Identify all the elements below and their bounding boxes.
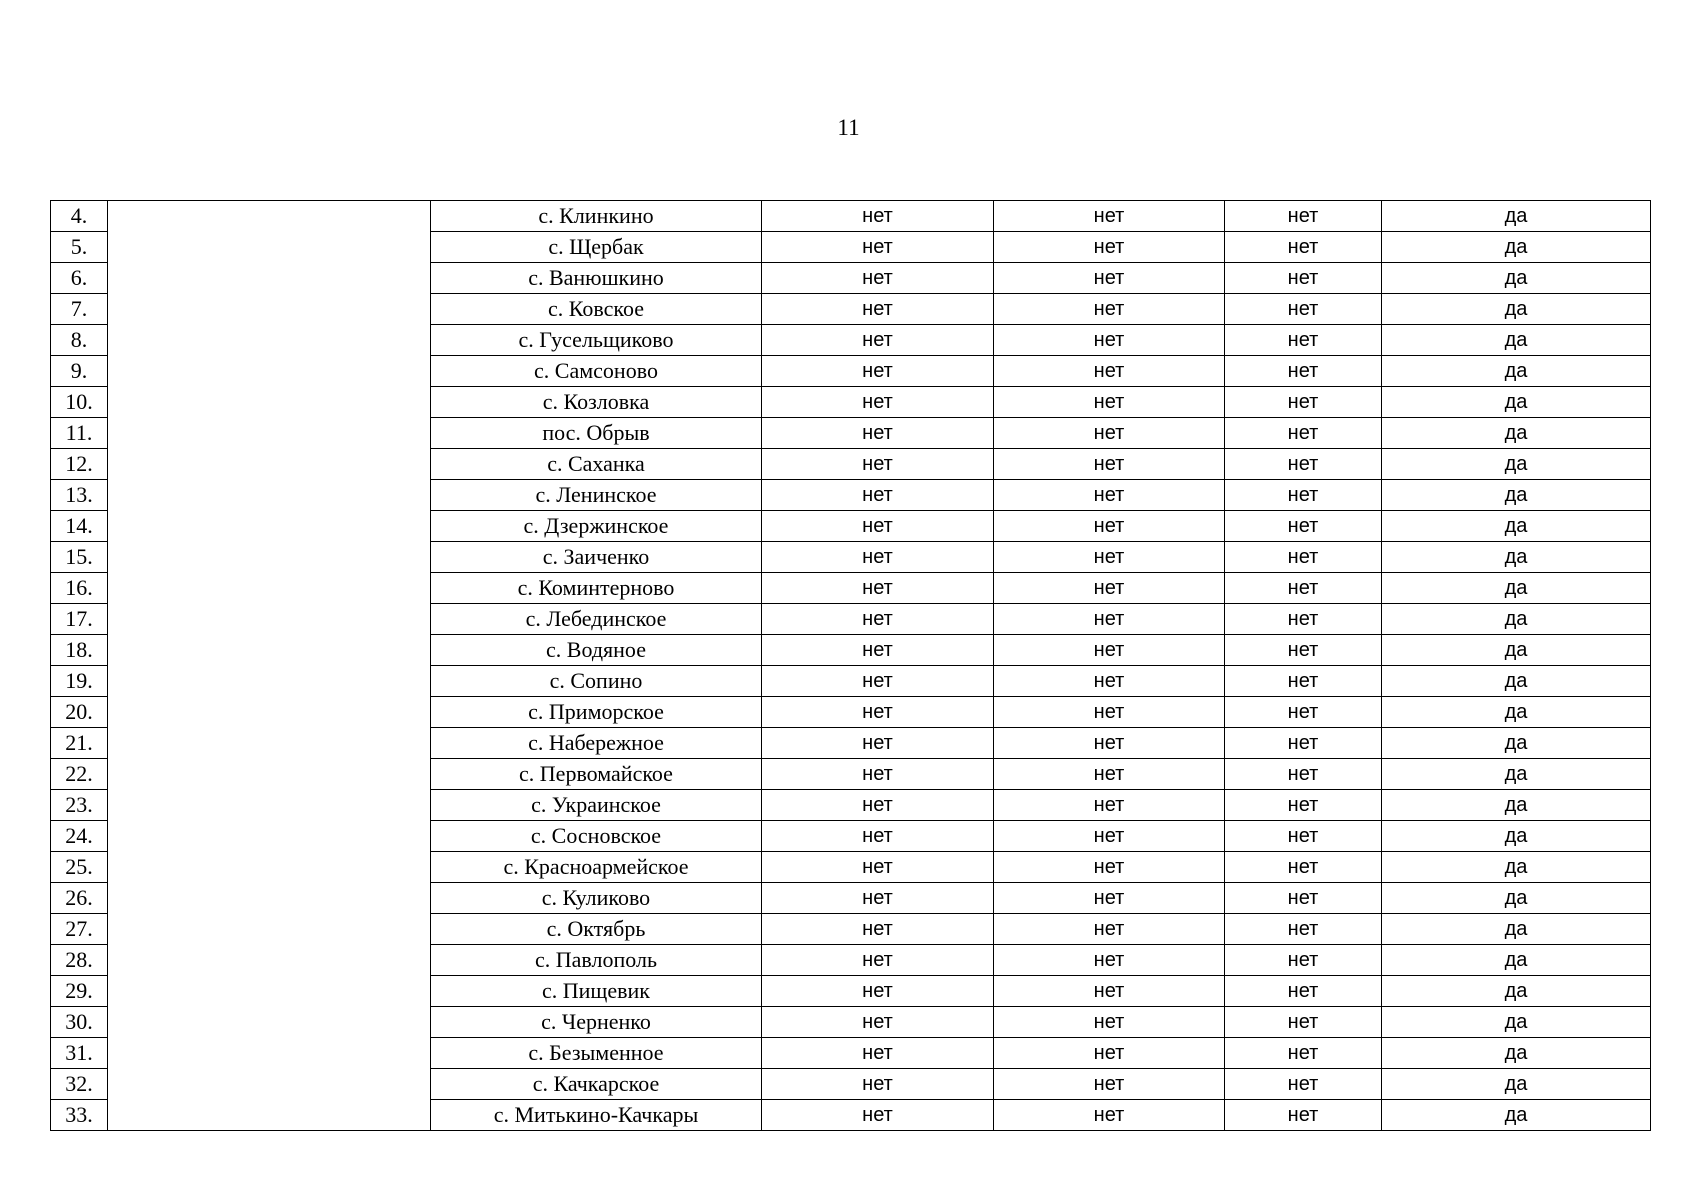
value-col-4: да <box>1382 1100 1651 1131</box>
row-number: 6. <box>51 263 108 294</box>
value-col-1: нет <box>762 635 994 666</box>
value-col-2: нет <box>994 263 1225 294</box>
value-col-1: нет <box>762 821 994 852</box>
row-number: 15. <box>51 542 108 573</box>
value-col-3: нет <box>1225 666 1382 697</box>
value-col-3: нет <box>1225 635 1382 666</box>
value-col-2: нет <box>994 1069 1225 1100</box>
settlement-name: с. Куликово <box>431 883 762 914</box>
value-col-2: нет <box>994 945 1225 976</box>
value-col-1: нет <box>762 945 994 976</box>
value-col-3: нет <box>1225 387 1382 418</box>
settlement-name: с. Саханка <box>431 449 762 480</box>
value-col-2: нет <box>994 1100 1225 1131</box>
settlement-name: с. Пищевик <box>431 976 762 1007</box>
settlement-name: с. Безыменное <box>431 1038 762 1069</box>
value-col-3: нет <box>1225 542 1382 573</box>
value-col-3: нет <box>1225 914 1382 945</box>
value-col-3: нет <box>1225 573 1382 604</box>
value-col-2: нет <box>994 821 1225 852</box>
value-col-2: нет <box>994 666 1225 697</box>
row-number: 22. <box>51 759 108 790</box>
value-col-3: нет <box>1225 511 1382 542</box>
value-col-2: нет <box>994 1038 1225 1069</box>
settlement-name: с. Украинское <box>431 790 762 821</box>
value-col-4: да <box>1382 976 1651 1007</box>
value-col-1: нет <box>762 666 994 697</box>
settlement-name: с. Сосновское <box>431 821 762 852</box>
row-number: 28. <box>51 945 108 976</box>
row-number: 9. <box>51 356 108 387</box>
settlement-name: с. Лебединское <box>431 604 762 635</box>
value-col-2: нет <box>994 232 1225 263</box>
row-number: 33. <box>51 1100 108 1131</box>
settlement-name: с. Водяное <box>431 635 762 666</box>
page-number: 11 <box>837 115 860 140</box>
value-col-1: нет <box>762 542 994 573</box>
row-number: 17. <box>51 604 108 635</box>
value-col-2: нет <box>994 883 1225 914</box>
row-number: 25. <box>51 852 108 883</box>
value-col-1: нет <box>762 852 994 883</box>
row-number: 8. <box>51 325 108 356</box>
value-col-4: да <box>1382 418 1651 449</box>
value-col-4: да <box>1382 697 1651 728</box>
value-col-4: да <box>1382 511 1651 542</box>
row-number: 24. <box>51 821 108 852</box>
value-col-1: нет <box>762 759 994 790</box>
settlement-name: с. Щербак <box>431 232 762 263</box>
value-col-4: да <box>1382 914 1651 945</box>
value-col-1: нет <box>762 1038 994 1069</box>
value-col-4: да <box>1382 294 1651 325</box>
value-col-3: нет <box>1225 1007 1382 1038</box>
value-col-4: да <box>1382 1069 1651 1100</box>
value-col-2: нет <box>994 480 1225 511</box>
value-col-3: нет <box>1225 418 1382 449</box>
value-col-1: нет <box>762 480 994 511</box>
row-number: 18. <box>51 635 108 666</box>
value-col-1: нет <box>762 573 994 604</box>
value-col-4: да <box>1382 728 1651 759</box>
table-body <box>51 201 1651 1131</box>
value-col-3: нет <box>1225 1100 1382 1131</box>
settlement-name: с. Качкарское <box>431 1069 762 1100</box>
settlement-name: с. Черненко <box>431 1007 762 1038</box>
settlement-name: с. Павлополь <box>431 945 762 976</box>
value-col-4: да <box>1382 666 1651 697</box>
value-col-1: нет <box>762 418 994 449</box>
value-col-2: нет <box>994 1007 1225 1038</box>
settlement-name: с. Митькино-Качкары <box>431 1100 762 1131</box>
value-col-1: нет <box>762 387 994 418</box>
value-col-1: нет <box>762 511 994 542</box>
value-col-4: да <box>1382 883 1651 914</box>
value-col-4: да <box>1382 1007 1651 1038</box>
value-col-4: да <box>1382 387 1651 418</box>
settlement-name: с. Первомайское <box>431 759 762 790</box>
value-col-4: да <box>1382 945 1651 976</box>
settlement-name: пос. Обрыв <box>431 418 762 449</box>
value-col-1: нет <box>762 976 994 1007</box>
value-col-4: да <box>1382 635 1651 666</box>
settlement-name: с. Дзержинское <box>431 511 762 542</box>
settlement-name: с. Клинкино <box>431 201 762 232</box>
value-col-4: да <box>1382 356 1651 387</box>
value-col-1: нет <box>762 604 994 635</box>
value-col-1: нет <box>762 1007 994 1038</box>
value-col-3: нет <box>1225 883 1382 914</box>
value-col-3: нет <box>1225 356 1382 387</box>
value-col-1: нет <box>762 883 994 914</box>
value-col-2: нет <box>994 387 1225 418</box>
value-col-2: нет <box>994 449 1225 480</box>
merged-group-cell <box>108 201 431 1131</box>
row-number: 4. <box>51 201 108 232</box>
settlement-name: с. Приморское <box>431 697 762 728</box>
value-col-2: нет <box>994 418 1225 449</box>
row-number: 26. <box>51 883 108 914</box>
value-col-3: нет <box>1225 697 1382 728</box>
value-col-4: да <box>1382 790 1651 821</box>
value-col-1: нет <box>762 201 994 232</box>
row-number: 21. <box>51 728 108 759</box>
value-col-3: нет <box>1225 449 1382 480</box>
value-col-4: да <box>1382 263 1651 294</box>
value-col-1: нет <box>762 790 994 821</box>
value-col-4: да <box>1382 1038 1651 1069</box>
value-col-2: нет <box>994 697 1225 728</box>
settlement-name: с. Ковское <box>431 294 762 325</box>
row-number: 14. <box>51 511 108 542</box>
value-col-1: нет <box>762 697 994 728</box>
value-col-1: нет <box>762 325 994 356</box>
value-col-2: нет <box>994 604 1225 635</box>
row-number: 10. <box>51 387 108 418</box>
row-number: 23. <box>51 790 108 821</box>
value-col-3: нет <box>1225 263 1382 294</box>
settlements-table <box>50 200 1651 1131</box>
value-col-1: нет <box>762 1100 994 1131</box>
value-col-1: нет <box>762 232 994 263</box>
settlement-name: с. Набережное <box>431 728 762 759</box>
value-col-3: нет <box>1225 232 1382 263</box>
value-col-4: да <box>1382 852 1651 883</box>
value-col-1: нет <box>762 263 994 294</box>
value-col-4: да <box>1382 232 1651 263</box>
value-col-1: нет <box>762 914 994 945</box>
value-col-3: нет <box>1225 759 1382 790</box>
value-col-4: да <box>1382 325 1651 356</box>
value-col-3: нет <box>1225 480 1382 511</box>
value-col-4: да <box>1382 201 1651 232</box>
value-col-1: нет <box>762 356 994 387</box>
value-col-2: нет <box>994 790 1225 821</box>
value-col-3: нет <box>1225 945 1382 976</box>
value-col-2: нет <box>994 914 1225 945</box>
row-number: 20. <box>51 697 108 728</box>
settlement-name: с. Октябрь <box>431 914 762 945</box>
table-row <box>51 201 1651 232</box>
value-col-4: да <box>1382 821 1651 852</box>
row-number: 12. <box>51 449 108 480</box>
value-col-2: нет <box>994 542 1225 573</box>
value-col-2: нет <box>994 294 1225 325</box>
row-number: 16. <box>51 573 108 604</box>
value-col-2: нет <box>994 635 1225 666</box>
value-col-3: нет <box>1225 294 1382 325</box>
settlement-name: с. Козловка <box>431 387 762 418</box>
value-col-3: нет <box>1225 1069 1382 1100</box>
value-col-2: нет <box>994 511 1225 542</box>
row-number: 31. <box>51 1038 108 1069</box>
settlement-name: с. Заиченко <box>431 542 762 573</box>
value-col-3: нет <box>1225 790 1382 821</box>
settlement-name: с. Сопино <box>431 666 762 697</box>
settlement-name: с. Коминтерново <box>431 573 762 604</box>
value-col-1: нет <box>762 449 994 480</box>
settlement-name: с. Гусельщиково <box>431 325 762 356</box>
row-number: 27. <box>51 914 108 945</box>
value-col-3: нет <box>1225 604 1382 635</box>
value-col-4: да <box>1382 449 1651 480</box>
value-col-3: нет <box>1225 821 1382 852</box>
value-col-3: нет <box>1225 852 1382 883</box>
value-col-3: нет <box>1225 976 1382 1007</box>
value-col-2: нет <box>994 759 1225 790</box>
row-number: 29. <box>51 976 108 1007</box>
settlement-name: с. Красноармейское <box>431 852 762 883</box>
row-number: 32. <box>51 1069 108 1100</box>
value-col-2: нет <box>994 573 1225 604</box>
value-col-3: нет <box>1225 201 1382 232</box>
settlement-name: с. Ванюшкино <box>431 263 762 294</box>
value-col-1: нет <box>762 728 994 759</box>
value-col-4: да <box>1382 604 1651 635</box>
value-col-1: нет <box>762 294 994 325</box>
value-col-3: нет <box>1225 325 1382 356</box>
value-col-2: нет <box>994 325 1225 356</box>
settlement-name: с. Самсоново <box>431 356 762 387</box>
value-col-2: нет <box>994 201 1225 232</box>
settlement-name: с. Ленинское <box>431 480 762 511</box>
row-number: 7. <box>51 294 108 325</box>
value-col-3: нет <box>1225 728 1382 759</box>
row-number: 13. <box>51 480 108 511</box>
row-number: 30. <box>51 1007 108 1038</box>
value-col-2: нет <box>994 728 1225 759</box>
value-col-1: нет <box>762 1069 994 1100</box>
row-number: 11. <box>51 418 108 449</box>
row-number: 19. <box>51 666 108 697</box>
value-col-4: да <box>1382 542 1651 573</box>
value-col-2: нет <box>994 356 1225 387</box>
value-col-4: да <box>1382 480 1651 511</box>
row-number: 5. <box>51 232 108 263</box>
value-col-3: нет <box>1225 1038 1382 1069</box>
value-col-2: нет <box>994 852 1225 883</box>
value-col-4: да <box>1382 573 1651 604</box>
value-col-4: да <box>1382 759 1651 790</box>
value-col-2: нет <box>994 976 1225 1007</box>
